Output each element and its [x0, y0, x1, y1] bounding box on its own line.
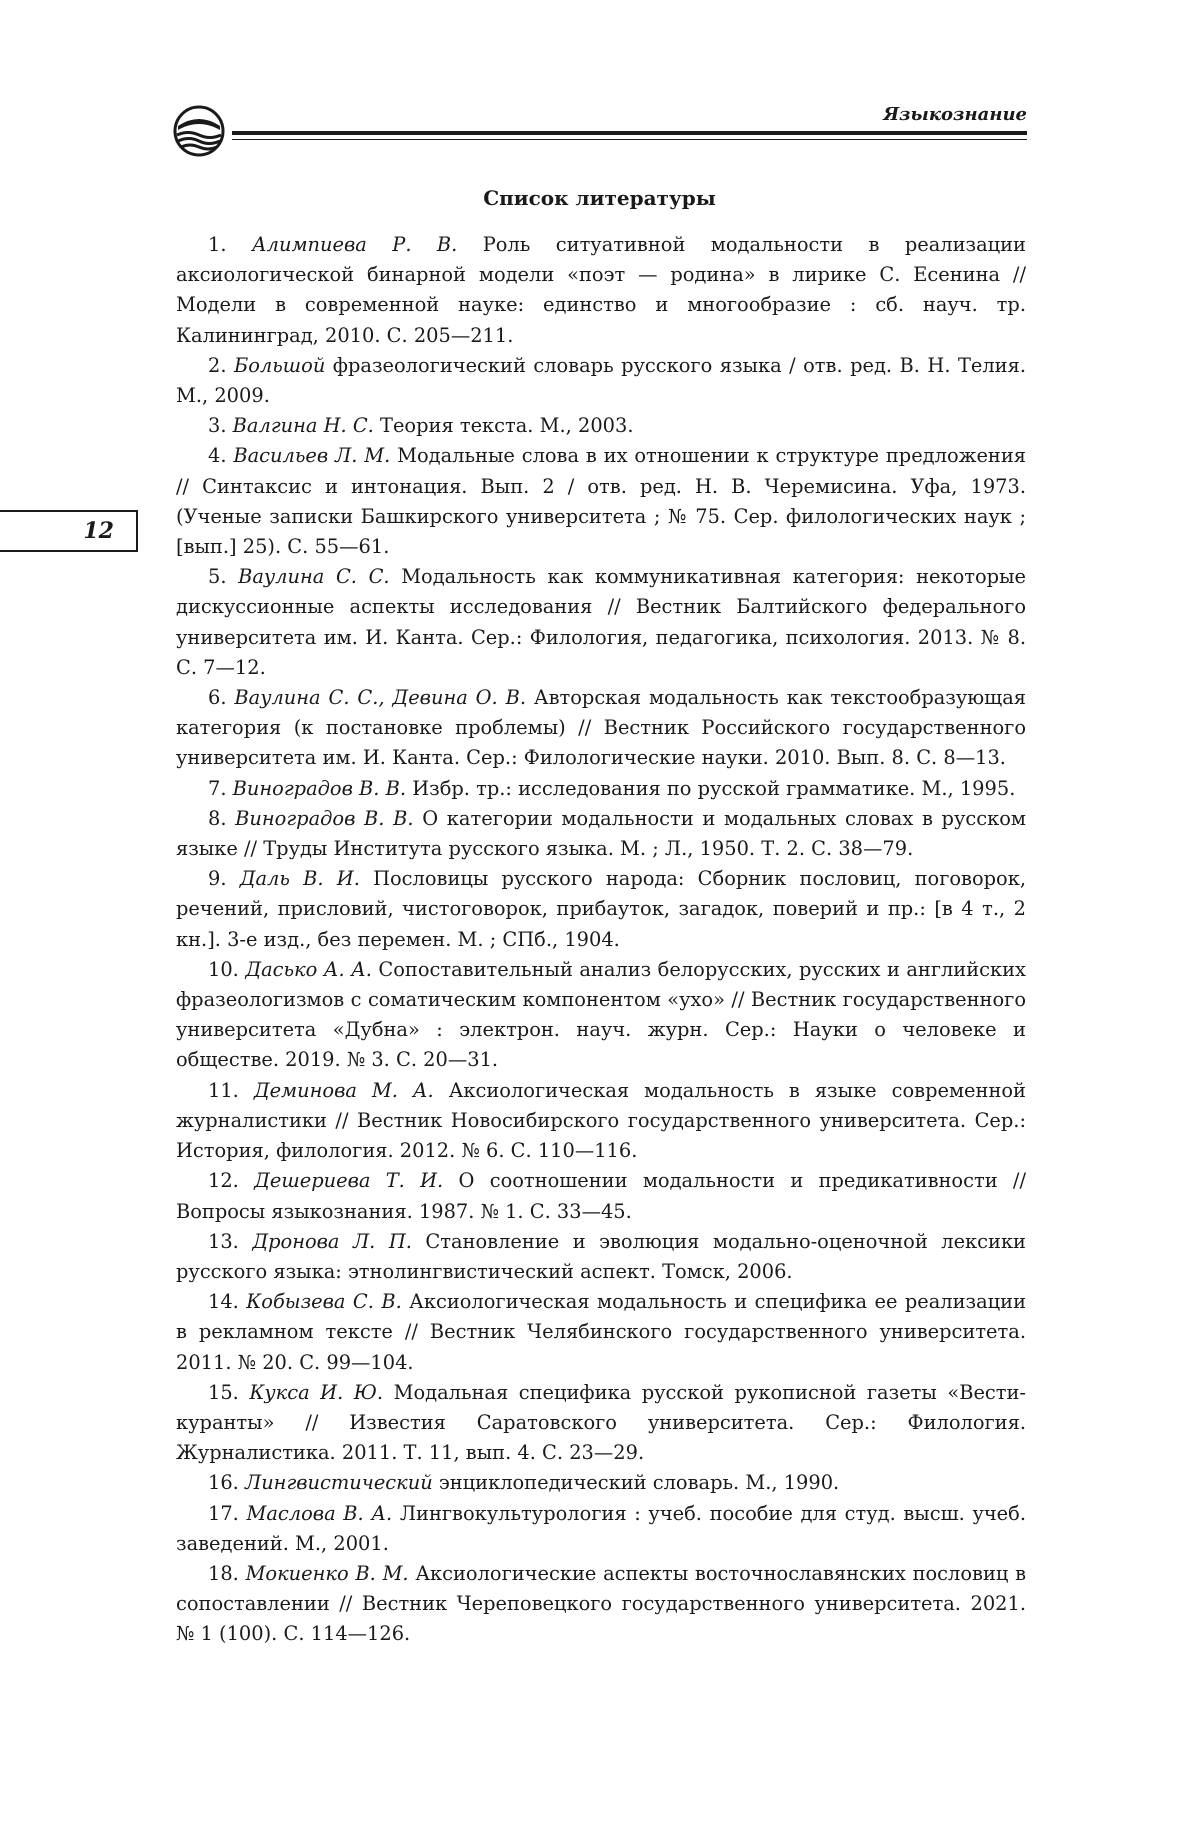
- section-name: Языкознание: [883, 104, 1027, 125]
- entry-author: Дасько А. А.: [245, 957, 372, 981]
- entry-text: Сопоставительный анализ белорусских, русских и английских фразеологизмов с соматическим компонентом «ухо» // Вестник государственного университета «Дубна» : электрон. науч. журн. Сер.: Науки о человеке и обществе. 2019. № 3. С. 20—31.: [176, 957, 1026, 1072]
- journal-logo-icon: [172, 104, 234, 158]
- entry-author: Маслова В. А.: [246, 1501, 393, 1525]
- entry-author: Виноградов В. В.: [232, 776, 407, 800]
- bibliography-entry: [176, 683, 1026, 774]
- entry-text: Избр. тр.: исследования по русской грамматике. М., 1995.: [406, 776, 1016, 800]
- entry-author: Ваулина С. С.: [238, 565, 390, 589]
- entry-text: Модальность как коммуникативная категория: некоторые дискуссионные аспекты исследования // Вестник Балтийского федерального университета им. И. Канта. Сер.: Филология, педагогика, психология. 2013. № 8. С. 7—12.: [176, 565, 1026, 679]
- entry-text: Лингвокультурология : учеб. пособие для студ. высш. учеб. заведений. М., 2001.: [176, 1501, 1026, 1555]
- bibliography-entry: [176, 1499, 1026, 1559]
- entry-text: Пословицы русского народа: Сборник пословиц, поговорок, речений, присловий, чистоговорок, прибауток, загадок, поверий и пр.: [в 4 т., 2 кн.]. 3-е изд., без перемен. М. ; СПб., 1904.: [176, 867, 1026, 951]
- entry-number: 5.: [208, 565, 239, 589]
- entry-number: 13.: [208, 1229, 253, 1253]
- entry-number: 6.: [208, 686, 235, 710]
- running-header: [172, 98, 1027, 158]
- bibliography-entry: [176, 1166, 1026, 1226]
- entry-number: 2.: [208, 353, 234, 377]
- entry-author: Лингвистический: [245, 1471, 433, 1495]
- header-rule-thick: [232, 131, 1027, 135]
- entry-text: О соотношении модальности и предикативности // Вопросы языкознания. 1987. № 1. С. 33—45.: [176, 1169, 1026, 1223]
- entry-number: 18.: [208, 1561, 246, 1585]
- entry-author: Дешериева Т. И.: [254, 1169, 444, 1193]
- entry-author: Кукса И. Ю.: [249, 1380, 384, 1404]
- entry-author: Даль В. И.: [239, 867, 360, 891]
- entry-text: Модальные слова в их отношении к структуре предложения // Синтаксис и интонация. Вып. 2 / отв. ред. Н. В. Черемисина. Уфа, 1973. (Ученые записки Башкирского университета ; № 75. Сер. филологических наук ; [вып.] 25). С. 55—61.: [176, 444, 1027, 559]
- entry-number: 9.: [208, 867, 240, 891]
- bibliography-entry: [176, 230, 1026, 351]
- entry-text: Становление и эволюция модально-оценочной лексики русского языка: этнолингвистический аспект. Томск, 2006.: [176, 1229, 1026, 1283]
- entry-author: Большой: [233, 353, 326, 377]
- bibliography-entry: [176, 864, 1026, 955]
- page-number: 12: [0, 510, 138, 552]
- entry-text: энциклопедический словарь. М., 1990.: [432, 1471, 840, 1495]
- bibliography-entry: [176, 411, 1026, 441]
- bibliography-entry: [176, 351, 1026, 411]
- entry-number: 14.: [208, 1290, 247, 1314]
- bibliography-entry: [176, 562, 1026, 683]
- bibliography-list: [176, 230, 1026, 1650]
- header-rule-thin: [232, 139, 1027, 140]
- entry-number: 8.: [208, 806, 236, 830]
- entry-author: Мокиенко В. М.: [245, 1561, 409, 1585]
- entry-number: 11.: [208, 1078, 254, 1102]
- entry-number: 15.: [208, 1380, 250, 1404]
- entry-text: Роль ситуативной модальности в реализации аксиологической бинарной модели «поэт — родина» в лирике С. Есенина // Модели в современной науке: единство и многообразие : сб. науч. тр. Калининград, 2010. С. 205—211.: [176, 233, 1026, 347]
- entry-number: 17.: [208, 1501, 247, 1525]
- bibliography-entry: [176, 1378, 1026, 1469]
- bibliography-entry: [176, 955, 1026, 1076]
- entry-author: Кобызева С. В.: [246, 1290, 402, 1314]
- bibliography-entry: [176, 1076, 1026, 1167]
- entry-number: 1.: [208, 233, 252, 256]
- entry-text: Теория текста. М., 2003.: [373, 414, 634, 438]
- entry-number: 3.: [208, 414, 233, 438]
- entry-author: Виноградов В. В.: [235, 806, 414, 830]
- bibliography-entry: [176, 1287, 1026, 1378]
- entry-author: Валгина Н. С.: [232, 414, 374, 438]
- entry-text: Аксиологическая модальность и специфика ее реализации в рекламном тексте // Вестник Челябинского государственного университета. 2011. № 20. С. 99—104.: [176, 1290, 1026, 1374]
- bibliography-entry: [176, 1227, 1026, 1287]
- entry-text: Авторская модальность как текстообразующая категория (к постановке проблемы) // Вестник Российского государственного университета им. И. Канта. Сер.: Филологические науки. 2010. Вып. 8. С. 8—13.: [176, 686, 1026, 770]
- entry-text: фразеологический словарь русского языка / отв. ред. В. Н. Телия. М., 2009.: [176, 353, 1026, 408]
- entry-text: О категории модальности и модальных словах в русском языке // Труды Института русского языка. М. ; Л., 1950. Т. 2. С. 38—79.: [176, 806, 1026, 861]
- entry-author: Алимпиева Р. В.: [251, 233, 458, 256]
- entry-number: 16.: [208, 1471, 246, 1495]
- entry-author: Дронова Л. П.: [252, 1229, 412, 1253]
- bibliography-entry: [176, 441, 1026, 562]
- entry-author: Деминова М. А.: [253, 1078, 434, 1102]
- entry-text: Модальная специфика русской рукописной газеты «Вести-куранты» // Известия Саратовского университета. Сер.: Филология. Журналистика. 2011. Т. 11, вып. 4. С. 23—29.: [176, 1380, 1026, 1465]
- entry-number: 7.: [208, 776, 233, 800]
- entry-text: Аксиологическая модальность в языке современной журналистики // Вестник Новосибирского государственного университета. Сер.: История, филология. 2012. № 6. С. 110—116.: [176, 1078, 1026, 1163]
- entry-text: Аксиологические аспекты восточнославянских пословиц в сопоставлении // Вестник Череповецкого государственного университета. 2021. № 1 (100). С. 114—126.: [176, 1561, 1026, 1646]
- entry-number: 12.: [208, 1169, 255, 1193]
- entry-number: 10.: [208, 957, 246, 981]
- bibliography-title: Список литературы: [483, 186, 716, 210]
- bibliography-entry: [176, 774, 1026, 804]
- bibliography-entry: [176, 804, 1026, 864]
- entry-number: 4.: [208, 444, 234, 468]
- entry-author: Ваулина С. С., Девина О. В.: [234, 686, 527, 710]
- entry-author: Васильев Л. М.: [233, 444, 391, 468]
- bibliography-entry: [176, 1468, 1026, 1498]
- bibliography-entry: [176, 1559, 1026, 1650]
